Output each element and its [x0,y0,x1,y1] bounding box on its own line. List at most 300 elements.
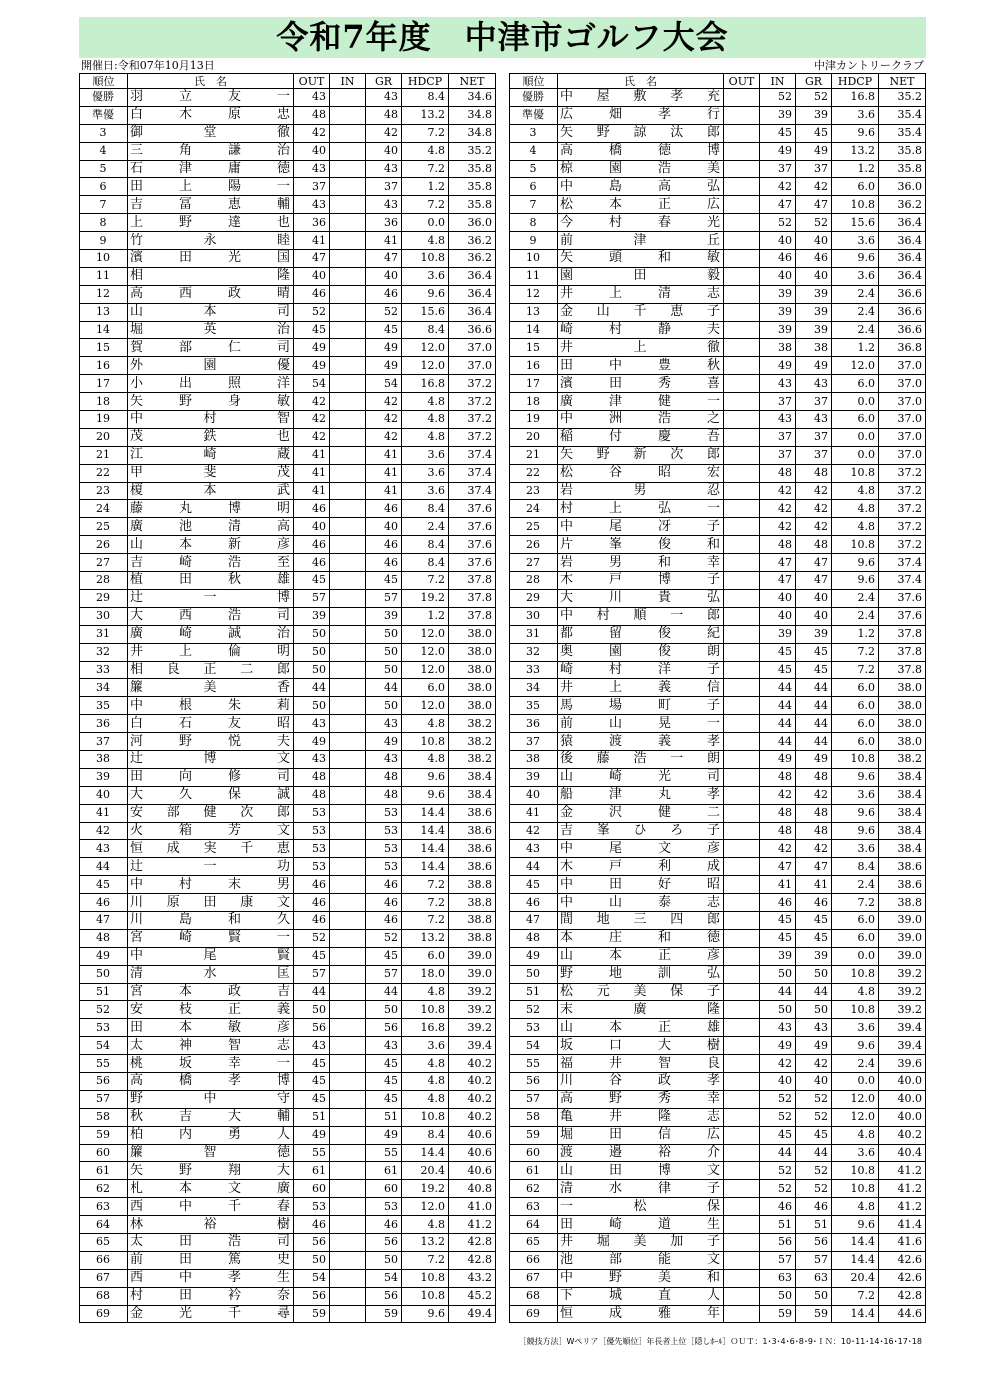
gr-cell: 40 [796,1072,832,1090]
rank-cell: 29 [510,589,558,607]
gr-cell: 53 [366,858,402,876]
gr-cell: 59 [366,1305,402,1323]
net-cell: 37.4 [449,446,496,464]
in-cell [330,822,366,840]
hdcp-cell: 3.6 [832,786,879,804]
player-name: 椋 園 浩 美 [560,161,720,176]
name-cell [128,1090,294,1108]
hdcp-cell: 14.4 [402,1144,449,1162]
net-cell: 41.0 [449,1198,496,1216]
rank-cell: 58 [510,1108,558,1126]
name-cell [558,858,724,876]
player-name: 簾 美 香 [130,679,290,695]
rank-cell: 27 [80,554,128,572]
gr-cell: 42 [366,428,402,446]
table-row [80,89,496,107]
hdcp-cell: 10.8 [832,750,879,768]
out-cell: 43 [294,196,330,214]
player-name: 上 野 達 也 [130,214,290,230]
hdcp-cell: 4.8 [402,1072,449,1090]
hdcp-cell: 14.4 [402,858,449,876]
out-cell: 43 [294,1037,330,1055]
net-cell: 38.0 [449,679,496,697]
table-row [510,947,926,965]
table-row [80,518,496,536]
out-cell [724,1234,760,1252]
hdcp-cell: 6.0 [832,697,879,715]
hdcp-cell: 9.6 [402,786,449,804]
gr-cell: 45 [366,1090,402,1108]
net-cell: 36.0 [879,178,926,196]
table-row [80,357,496,375]
in-cell: 48 [760,464,796,482]
table-row [80,589,496,607]
rank-cell: 36 [510,715,558,733]
rank-cell: 9 [510,232,558,250]
name-cell [558,1198,724,1216]
table-row [80,411,496,429]
net-cell: 35.8 [879,142,926,160]
rank-cell: 13 [80,303,128,321]
net-cell: 38.2 [449,750,496,768]
in-cell: 45 [760,929,796,947]
hdcp-cell: 4.8 [402,142,449,160]
gr-cell: 45 [796,643,832,661]
rank-cell: 11 [510,267,558,285]
in-cell [330,393,366,411]
net-cell: 37.8 [879,661,926,679]
in-cell: 38 [760,339,796,357]
in-cell: 42 [760,1055,796,1073]
player-name: 中 洲 浩 之 [560,411,720,427]
out-cell [724,894,760,912]
out-cell: 42 [294,393,330,411]
gr-cell: 41 [366,464,402,482]
table-row [510,1126,926,1144]
net-cell: 39.2 [879,983,926,1001]
name-cell [128,339,294,357]
net-cell: 38.2 [449,733,496,751]
player-name: 田 中 豊 秋 [560,357,720,373]
net-cell: 40.8 [449,1180,496,1198]
net-cell: 35.2 [449,142,496,160]
in-cell [330,1180,366,1198]
table-row [510,393,926,411]
in-cell [330,250,366,268]
out-cell: 43 [294,160,330,178]
in-cell [330,750,366,768]
player-name: 相 隆 [130,268,290,284]
table-row [510,607,926,625]
in-cell: 52 [760,214,796,232]
hdcp-cell: 9.6 [832,1037,879,1055]
out-cell [724,1072,760,1090]
gr-cell: 44 [796,679,832,697]
net-cell: 39.2 [449,1019,496,1037]
out-cell [724,214,760,232]
net-cell: 39.4 [879,1037,926,1055]
table-row [80,1198,496,1216]
gr-cell: 37 [796,446,832,464]
name-cell [128,267,294,285]
net-cell: 35.8 [449,178,496,196]
net-cell: 34.6 [449,89,496,107]
out-cell: 52 [294,929,330,947]
hdcp-cell: 10.8 [832,1162,879,1180]
player-name: 廣 津 健 一 [560,393,720,409]
rank-cell: 33 [80,661,128,679]
net-cell: 39.2 [449,983,496,1001]
in-cell [330,518,366,536]
hdcp-cell: 12.0 [402,697,449,715]
player-name: 山 本 司 [130,304,290,320]
player-name: 中 山 泰 志 [560,894,720,910]
player-name: 中 尾 冴 子 [560,518,720,534]
table-row [80,858,496,876]
rank-cell: 35 [510,697,558,715]
in-cell: 52 [760,1162,796,1180]
in-cell: 47 [760,858,796,876]
in-cell [330,679,366,697]
net-cell: 37.4 [449,464,496,482]
out-cell [724,500,760,518]
hdcp-cell: 10.8 [402,1269,449,1287]
gr-cell: 48 [366,786,402,804]
rank-cell: 42 [80,822,128,840]
table-row [510,589,926,607]
name-cell [128,1162,294,1180]
in-cell [330,1019,366,1037]
gr-cell: 40 [796,232,832,250]
hdcp-cell: 3.6 [402,446,449,464]
player-name: 猿 渡 義 孝 [560,733,720,749]
hdcp-cell: 0.0 [832,393,879,411]
gr-cell: 46 [366,876,402,894]
in-cell: 42 [760,500,796,518]
gr-cell: 43 [366,89,402,107]
net-cell: 44.6 [879,1305,926,1323]
table-row [80,196,496,214]
name-cell [128,303,294,321]
rank-cell: 52 [80,1001,128,1019]
player-name: 山 田 博 文 [560,1162,720,1178]
rank-cell: 28 [510,572,558,590]
gr-cell: 48 [796,822,832,840]
player-name: 甲 斐 茂 [130,465,290,481]
name-cell [558,375,724,393]
gr-cell: 61 [366,1162,402,1180]
name-cell [558,321,724,339]
name-cell [558,142,724,160]
rank-cell: 47 [80,911,128,929]
player-name: 井 堀 美 加 子 [560,1234,720,1250]
out-cell: 43 [294,89,330,107]
rank-cell: 17 [510,375,558,393]
table-row [510,106,926,124]
name-cell [558,697,724,715]
player-name: 吉 崎 浩 至 [130,554,290,570]
player-name: 一 松 保 [560,1198,720,1214]
table-row [510,983,926,1001]
gr-cell: 41 [366,446,402,464]
player-name: 松 元 美 保 子 [560,983,720,999]
gr-cell: 40 [366,142,402,160]
out-cell [724,1055,760,1073]
out-cell [724,804,760,822]
player-name: 小 出 照 洋 [130,375,290,391]
rank-cell: 43 [510,840,558,858]
net-cell: 37.0 [879,428,926,446]
gr-cell: 52 [796,214,832,232]
net-cell: 38.0 [449,625,496,643]
rank-cell: 64 [80,1216,128,1234]
out-cell [724,1198,760,1216]
name-cell [558,428,724,446]
rank-cell: 16 [510,357,558,375]
name-cell [128,106,294,124]
player-name: 大 川 貴 弘 [560,590,720,606]
net-cell: 42.6 [879,1269,926,1287]
in-cell: 40 [760,232,796,250]
header-hdcp: HDCP [832,74,879,89]
in-cell: 42 [760,786,796,804]
out-cell [724,697,760,715]
gr-cell: 54 [366,375,402,393]
player-name: 金 光 千 尋 [130,1306,290,1321]
table-row [80,1269,496,1287]
table-row [510,232,926,250]
rank-cell: 63 [510,1198,558,1216]
player-name: 松 谷 昭 宏 [560,465,720,481]
player-name: 堀 田 信 広 [560,1127,720,1143]
rank-cell: 10 [510,250,558,268]
table-row [80,1234,496,1252]
in-cell [330,1108,366,1126]
net-cell: 36.4 [449,285,496,303]
gr-cell: 50 [366,625,402,643]
player-name: 奥 園 俊 朗 [560,644,720,660]
in-cell: 41 [760,876,796,894]
hdcp-cell: 4.8 [402,715,449,733]
out-cell [724,1090,760,1108]
table-row [510,822,926,840]
in-cell: 46 [760,894,796,912]
name-cell [128,160,294,178]
rank-cell: 51 [80,983,128,1001]
net-cell: 38.0 [879,679,926,697]
hdcp-cell: 12.0 [402,643,449,661]
header-rank: 順位 [80,74,128,89]
gr-cell: 40 [366,267,402,285]
gr-cell: 56 [366,1019,402,1037]
gr-cell: 41 [796,876,832,894]
gr-cell: 42 [796,518,832,536]
player-name: 辻 博 文 [130,751,290,767]
table-row [80,715,496,733]
name-cell [558,1234,724,1252]
net-cell: 39.0 [879,929,926,947]
table-row [80,983,496,1001]
rank-cell: 4 [80,142,128,160]
rank-cell: 7 [80,196,128,214]
table-row [510,411,926,429]
rank-cell: 50 [510,965,558,983]
rank-cell: 67 [80,1269,128,1287]
net-cell: 37.8 [449,607,496,625]
in-cell [330,446,366,464]
name-cell [128,768,294,786]
out-cell: 37 [294,178,330,196]
player-name: 相 良 正 二 郎 [130,661,290,677]
in-cell [330,321,366,339]
hdcp-cell: 0.0 [402,214,449,232]
hdcp-cell: 3.6 [832,840,879,858]
gr-cell: 48 [366,768,402,786]
net-cell: 36.8 [879,339,926,357]
hdcp-cell: 9.6 [832,554,879,572]
hdcp-cell: 4.8 [402,1055,449,1073]
hdcp-cell: 6.0 [402,947,449,965]
table-row [80,1162,496,1180]
out-cell [724,124,760,142]
in-cell [330,643,366,661]
hdcp-cell: 7.2 [402,124,449,142]
net-cell: 39.0 [449,965,496,983]
out-cell: 49 [294,733,330,751]
page-title: 令和7年度 中津市ゴルフ大会 [276,18,729,56]
hdcp-cell: 8.4 [402,321,449,339]
table-row [510,1198,926,1216]
table-row [510,554,926,572]
net-cell: 37.8 [879,643,926,661]
gr-cell: 41 [366,482,402,500]
in-cell: 45 [760,1126,796,1144]
gr-cell: 46 [366,536,402,554]
net-cell: 37.4 [879,554,926,572]
net-cell: 38.6 [449,804,496,822]
name-cell [558,786,724,804]
player-name: 中 村 順 一 郎 [560,608,720,624]
in-cell [330,607,366,625]
player-name: 前 田 篤 史 [130,1252,290,1268]
gr-cell: 43 [796,1019,832,1037]
name-cell [558,214,724,232]
table-row [80,482,496,500]
player-name: 外 園 優 [130,357,290,373]
out-cell [724,1037,760,1055]
hdcp-cell: 10.8 [832,196,879,214]
out-cell: 42 [294,428,330,446]
out-cell [724,267,760,285]
name-cell [558,768,724,786]
out-cell: 53 [294,840,330,858]
net-cell: 40.6 [449,1162,496,1180]
net-cell: 36.6 [879,303,926,321]
hdcp-cell: 2.4 [832,589,879,607]
gr-cell: 44 [366,983,402,1001]
hdcp-cell: 7.2 [402,196,449,214]
name-cell [558,89,724,107]
out-cell [724,983,760,1001]
gr-cell: 44 [796,733,832,751]
net-cell: 36.2 [449,250,496,268]
name-cell [128,750,294,768]
net-cell: 41.6 [879,1234,926,1252]
rank-cell: 24 [80,500,128,518]
net-cell: 38.8 [879,894,926,912]
table-row [510,1305,926,1323]
table-row [510,285,926,303]
name-cell [128,428,294,446]
in-cell [330,411,366,429]
net-cell: 39.2 [879,1001,926,1019]
name-cell [128,1144,294,1162]
out-cell [724,446,760,464]
hdcp-cell: 10.8 [832,464,879,482]
gr-cell: 46 [366,911,402,929]
in-cell [330,589,366,607]
rank-cell: 20 [80,428,128,446]
hdcp-cell: 9.6 [402,1305,449,1323]
player-name: 堀 英 治 [130,322,290,338]
table-row [80,572,496,590]
rank-cell: 21 [80,446,128,464]
out-cell: 57 [294,589,330,607]
hdcp-cell: 10.8 [832,1001,879,1019]
out-cell: 41 [294,232,330,250]
player-name: 江 崎 蔵 [130,447,290,463]
in-cell [330,840,366,858]
table-row [80,1001,496,1019]
table-row [510,697,926,715]
out-cell [724,661,760,679]
rank-cell: 31 [80,625,128,643]
net-cell: 37.2 [879,482,926,500]
gr-cell: 46 [366,554,402,572]
net-cell: 38.0 [449,697,496,715]
out-cell [724,339,760,357]
table-row [510,768,926,786]
out-cell: 53 [294,822,330,840]
table-row [510,1072,926,1090]
out-cell: 40 [294,142,330,160]
in-cell: 47 [760,572,796,590]
net-cell: 38.4 [879,822,926,840]
out-cell: 39 [294,607,330,625]
table-row [80,106,496,124]
hdcp-cell: 9.6 [832,804,879,822]
in-cell: 50 [760,1001,796,1019]
table-row [510,536,926,554]
out-cell: 61 [294,1162,330,1180]
name-cell [558,1251,724,1269]
player-name: 金 沢 健 二 [560,805,720,821]
name-cell [128,894,294,912]
player-name: 広 畑 孝 行 [560,107,720,123]
rank-cell: 14 [80,321,128,339]
gr-cell: 37 [796,428,832,446]
out-cell: 48 [294,768,330,786]
rank-cell: 6 [80,178,128,196]
gr-cell: 51 [366,1108,402,1126]
rank-cell: 60 [510,1144,558,1162]
gr-cell: 52 [796,1108,832,1126]
table-row [80,733,496,751]
venue-name: 中津カントリークラブ [814,59,924,72]
out-cell: 46 [294,554,330,572]
in-cell [330,142,366,160]
in-cell: 43 [760,411,796,429]
